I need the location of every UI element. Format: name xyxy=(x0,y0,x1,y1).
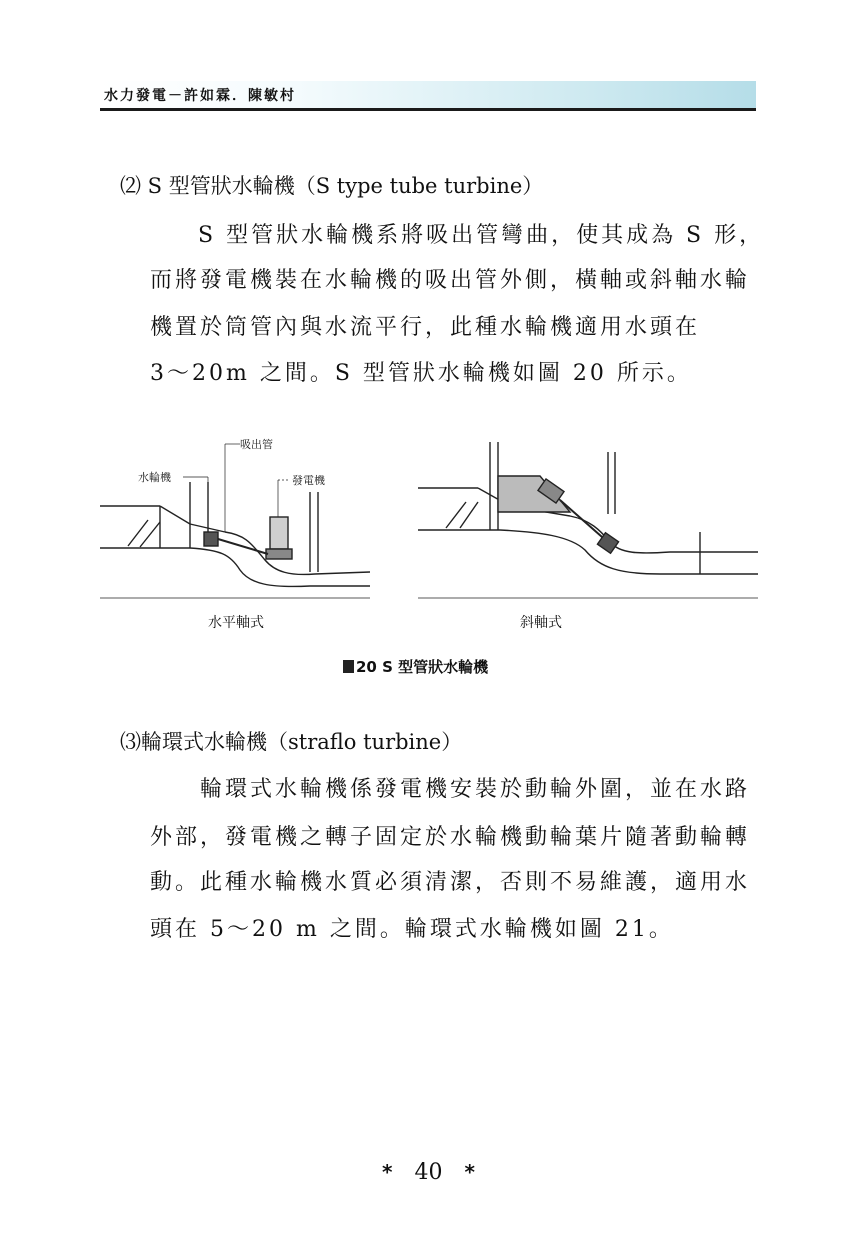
star-icon: * xyxy=(464,1160,475,1184)
section-title-s-tube: ⑵ S 型管狀水輪機（S type tube turbine） xyxy=(120,174,544,198)
paragraph-line: 外部，發電機之轉子固定於水輪機動輪葉片隨著動輪轉 xyxy=(150,825,751,850)
paragraph-line: 3～20m 之間。S 型管狀水輪機如圖 20 所示。 xyxy=(150,361,692,386)
paragraph-line: 輪環式水輪機係發電機安裝於動輪外圍，並在水路 xyxy=(200,777,751,802)
running-header xyxy=(100,81,756,111)
page-footer xyxy=(0,1160,857,1185)
header-title: 水力發電－許如霖．陳敏村 xyxy=(104,88,296,104)
star-icon: * xyxy=(382,1160,393,1184)
s-tube-turbine-diagram xyxy=(100,432,760,602)
section-title-straflo: ⑶輪環式水輪機（straflo turbine） xyxy=(120,730,463,754)
label-generator: 發電機 xyxy=(292,474,325,487)
paragraph-line: S 型管狀水輪機系將吸出管彎曲，使其成為 S 形， xyxy=(198,223,765,248)
figure-20 xyxy=(100,432,760,602)
paragraph-line: 機置於筒管內與水流平行，此種水輪機適用水頭在 xyxy=(150,315,701,340)
paragraph-line: 動。此種水輪機水質必須清潔，否則不易維護，適用水 xyxy=(150,870,751,895)
figure-caption xyxy=(343,656,488,677)
label-draft-tube: 吸出管 xyxy=(240,438,273,451)
label-turbine: 水輪機 xyxy=(138,471,171,484)
paragraph-line: 而將發電機裝在水輪機的吸出管外側，橫軸或斜軸水輪 xyxy=(150,268,751,293)
inclined-axis-drawing xyxy=(418,442,758,598)
paragraph-line: 頭在 5～20 m 之間。輪環式水輪機如圖 21。 xyxy=(150,917,674,942)
horizontal-axis-drawing xyxy=(100,444,370,598)
figure-marker-icon xyxy=(343,660,354,673)
page-number: 40 xyxy=(414,1160,443,1185)
sub-caption-horizontal: 水平軸式 xyxy=(208,615,264,631)
figure-caption-text: 20 S 型管狀水輪機 xyxy=(356,658,489,676)
sub-caption-inclined: 斜軸式 xyxy=(520,615,562,631)
